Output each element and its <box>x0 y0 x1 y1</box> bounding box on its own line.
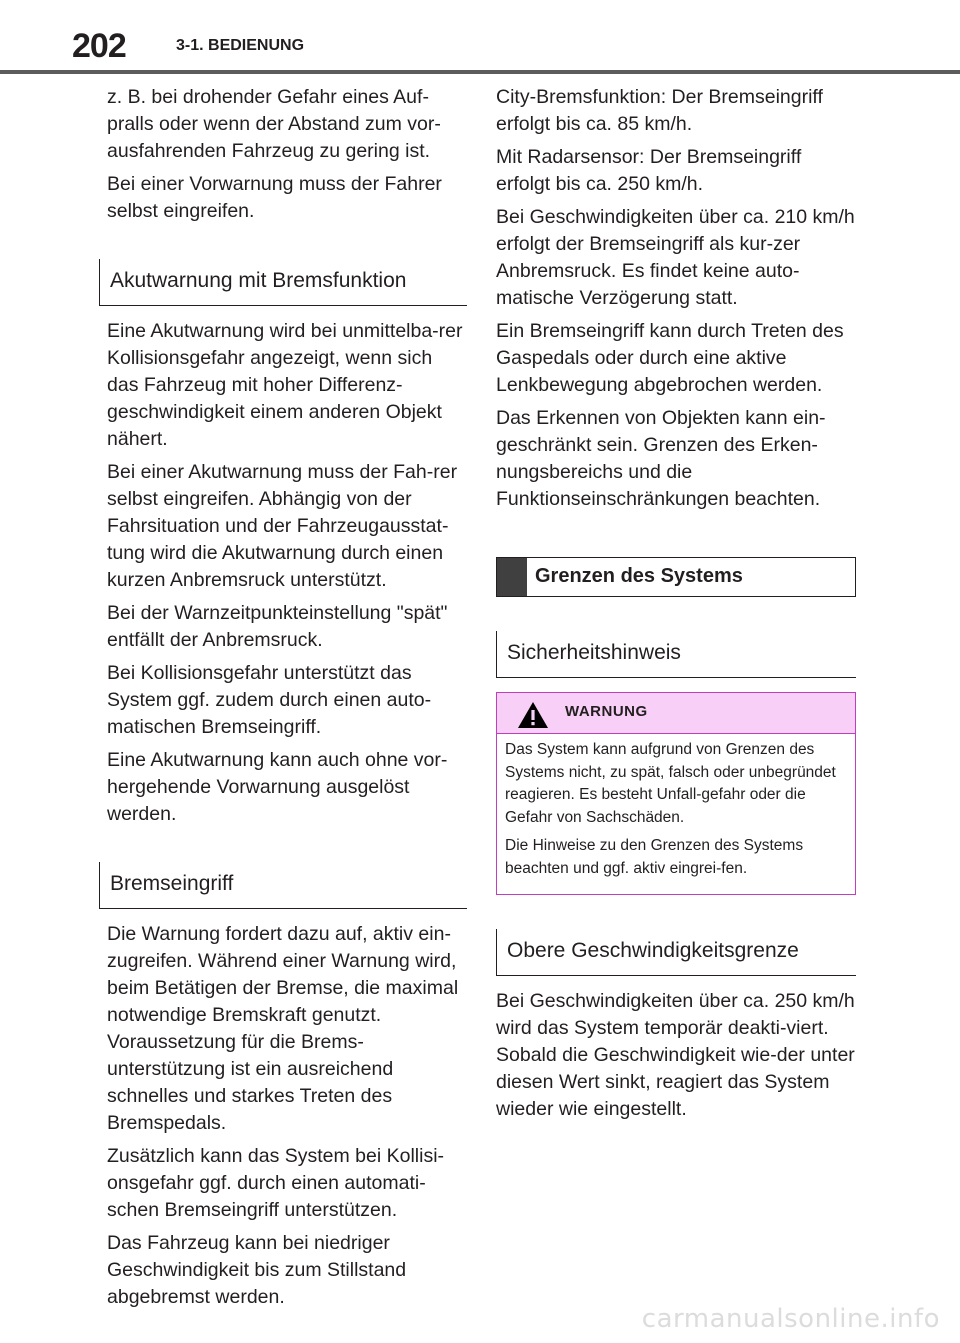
page-header <box>0 0 960 78</box>
body-paragraph: City-Bremsfunktion: Der Bremseingriff erfolgt bis ca. 85 km/h. <box>496 86 823 135</box>
watermark-text: carmanualsonline.info <box>641 1304 940 1334</box>
section-heading-bremseingriff: Bremseingriff <box>99 862 467 909</box>
intro-paragraph: Bei einer Vorwarnung muss der Fahrer selbst eingreifen. <box>107 173 442 222</box>
warning-paragraph: Die Hinweise zu den Grenzen des Systems beachten und ggf. aktiv eingrei-fen. <box>505 837 804 877</box>
page-number: 202 <box>72 27 126 65</box>
body-paragraph: Mit Radarsensor: Der Bremseingriff erfolgt bis ca. 250 km/h. <box>496 146 802 195</box>
warning-label: WARNUNG <box>565 703 648 720</box>
body-paragraph: Eine Akutwarnung kann auch ohne vor-hergehende Vorwarnung ausgelöst werden. <box>107 749 448 825</box>
body-paragraph: Zusätzlich kann das System bei Kollisi-onsgefahr ggf. durch einen automati-schen Bremseingriff unterstützen. <box>107 1145 445 1221</box>
body-paragraph: Ein Bremseingriff kann durch Treten des Gaspedals oder durch eine aktive Lenkbewegung abgebrochen werden. <box>496 320 844 396</box>
chapter-heading-text: Grenzen des Systems <box>535 565 743 587</box>
body-paragraph: Bei Geschwindigkeiten über ca. 210 km/h erfolgt der Bremseingriff als kur-zer Anbremsruck. Es findet keine auto-matische Verzögerung statt. <box>496 206 855 309</box>
chapter-heading-grenzen <box>496 557 856 597</box>
right-column <box>496 84 856 1129</box>
warning-body <box>497 734 855 894</box>
header-divider <box>0 70 960 74</box>
warning-box <box>496 692 856 895</box>
body-paragraph: Bei Kollisionsgefahr unterstützt das System ggf. zudem durch einen auto-matischen Bremseingriff. <box>107 662 432 738</box>
body-paragraph: Das Erkennen von Objekten kann ein-geschränkt sein. Grenzen des Erken-nungsbereichs und die Funktionseinschränkungen beachten. <box>496 407 826 510</box>
body-paragraph: Die Warnung fordert dazu auf, aktiv ein-zugreifen. Während einer Warnung wird, beim Betätigen der Bremse, die maximal notwendige Bremskraft genutzt. Voraussetzung für die Brems-unterstützung ist ein ausreichend schnelles und starkes Treten des Bremspedals. <box>107 923 459 1134</box>
left-column <box>107 84 467 1317</box>
section-heading-sicherheitshinweis: Sicherheitshinweis <box>496 631 856 678</box>
warning-triangle-icon <box>517 701 549 729</box>
body-paragraph: Bei Geschwindigkeiten über ca. 250 km/h wird das System temporär deakti-viert. Sobald die Geschwindigkeit wie-der unter diesen Wert sinkt, reagiert das System wieder wie eingestellt. <box>496 990 855 1120</box>
body-paragraph: Bei der Warnzeitpunkteinstellung "spät" entfällt der Anbremsruck. <box>107 602 448 651</box>
body-paragraph: Das Fahrzeug kann bei niedriger Geschwindigkeit bis zum Stillstand abgebremst werden. <box>107 1232 407 1308</box>
section-heading-akutwarnung: Akutwarnung mit Bremsfunktion <box>99 259 467 306</box>
section-heading-obere-geschwindigkeitsgrenze: Obere Geschwindigkeitsgrenze <box>496 929 856 976</box>
warning-paragraph: Das System kann aufgrund von Grenzen des Systems nicht, zu spät, falsch oder unbegründet reagieren. Es besteht Unfall-gefahr oder die Gefahr von Sachschäden. <box>505 741 836 826</box>
heading-marker-block <box>497 558 527 596</box>
intro-paragraph: z. B. bei drohender Gefahr eines Auf-pralls oder wenn der Abstand zum vor-ausfahrenden Fahrzeug zu gering ist. <box>107 86 441 162</box>
body-paragraph: Eine Akutwarnung wird bei unmittelba-rer Kollisionsgefahr angezeigt, wenn sich das Fahrzeug mit hoher Differenz-geschwindigkeit einem anderen Objekt nähert. <box>107 320 463 450</box>
body-paragraph: Bei einer Akutwarnung muss der Fah-rer selbst eingreifen. Abhängig von der Fahrsituation und der Fahrzeugausstat-tung wird die Akutwarnung durch einen kurzen Anbremsruck unterstützt. <box>107 461 458 591</box>
chapter-title: 3-1. BEDIENUNG <box>176 37 305 54</box>
warning-header <box>497 693 855 734</box>
